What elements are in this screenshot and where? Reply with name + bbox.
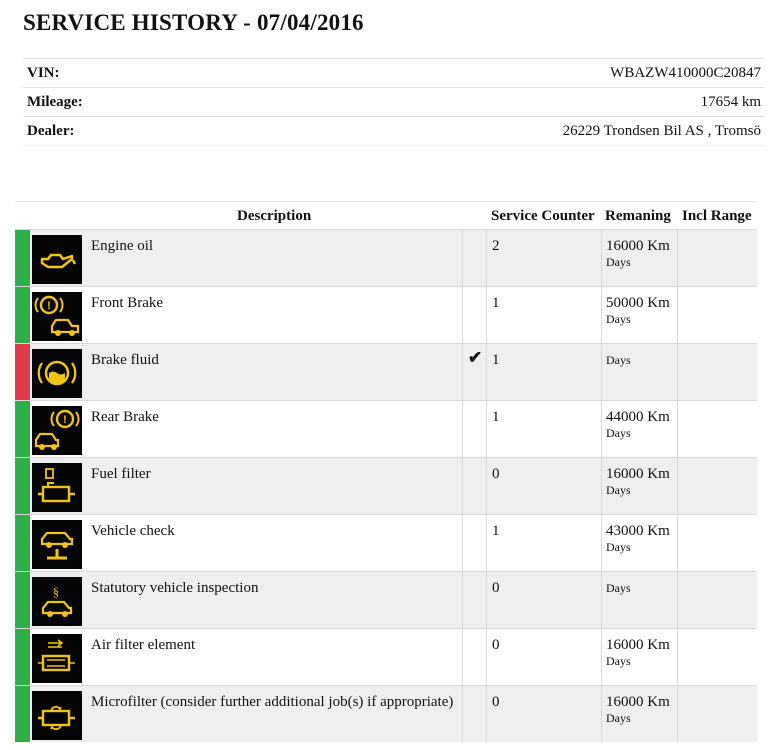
table-row xyxy=(15,400,757,457)
dealer-label: Dealer: xyxy=(27,123,75,139)
check-column xyxy=(462,515,487,571)
header-description: Description xyxy=(237,208,312,224)
remaining-cell xyxy=(606,580,631,596)
fuel-filter-icon xyxy=(32,463,82,512)
service-counter: 2 xyxy=(492,238,500,254)
mileage-label: Mileage: xyxy=(27,94,83,110)
statutory-inspection-icon xyxy=(32,577,82,626)
service-counter: 0 xyxy=(492,580,500,596)
front-brake-icon xyxy=(32,292,82,341)
service-description: Vehicle check xyxy=(91,523,175,539)
remaining-days: Days xyxy=(606,312,631,326)
check-mark: ✔ xyxy=(468,348,483,367)
remaining-cell xyxy=(606,694,670,726)
remaining-days: Days xyxy=(606,654,631,668)
remaining-km: 16000 Km xyxy=(606,637,670,653)
engine-oil-icon xyxy=(32,235,82,284)
table-row xyxy=(15,514,757,571)
check-column xyxy=(462,401,487,457)
mileage-row xyxy=(23,87,765,116)
status-indicator xyxy=(15,515,30,571)
brake-fluid-icon xyxy=(32,349,82,398)
service-description: Rear Brake xyxy=(91,409,159,425)
check-column xyxy=(462,629,487,685)
remaining-cell xyxy=(606,238,670,270)
service-counter: 0 xyxy=(492,694,500,710)
service-description: Air filter element xyxy=(91,637,196,653)
microfilter-icon xyxy=(32,691,82,740)
svg-text:!: ! xyxy=(63,414,67,426)
table-row xyxy=(15,571,757,628)
table-row xyxy=(15,286,757,343)
status-indicator xyxy=(15,686,30,742)
remaining-cell xyxy=(606,637,670,669)
service-counter: 0 xyxy=(492,466,500,482)
status-indicator xyxy=(15,629,30,685)
service-description: Engine oil xyxy=(91,238,154,254)
service-description: Microfilter (consider further additional job(s) if appropriate) xyxy=(91,694,454,710)
dealer-value: 26229 Trondsen Bil AS , Tromsö xyxy=(562,123,761,139)
table-row xyxy=(15,229,757,286)
header-incl-range: Incl Range xyxy=(682,208,752,224)
remaining-cell xyxy=(606,295,670,327)
vehicle-check-icon xyxy=(32,520,82,569)
svg-text:§: § xyxy=(52,584,60,599)
remaining-km: 50000 Km xyxy=(606,295,670,311)
vin-label: VIN: xyxy=(27,65,60,81)
service-description: Brake fluid xyxy=(91,352,159,368)
service-counter: 0 xyxy=(492,637,500,653)
dealer-row xyxy=(23,116,765,146)
vehicle-info xyxy=(23,58,765,146)
remaining-days: Days xyxy=(606,353,631,367)
remaining-days: Days xyxy=(606,483,631,497)
remaining-days: Days xyxy=(606,711,631,725)
header-service-counter: Service Counter xyxy=(491,208,595,224)
remaining-cell xyxy=(606,409,670,441)
vin-row xyxy=(23,58,765,87)
check-column xyxy=(462,287,487,343)
remaining-km: 16000 Km xyxy=(606,238,670,254)
remaining-km: 16000 Km xyxy=(606,466,670,482)
remaining-cell xyxy=(606,466,670,498)
service-description: Front Brake xyxy=(91,295,164,311)
table-row xyxy=(15,628,757,685)
service-counter: 1 xyxy=(492,409,500,425)
service-counter: 1 xyxy=(492,523,500,539)
air-filter-icon xyxy=(32,634,82,683)
remaining-km: 43000 Km xyxy=(606,523,670,539)
table-row xyxy=(15,685,757,742)
status-indicator xyxy=(15,287,30,343)
service-description: Statutory vehicle inspection xyxy=(91,580,259,596)
remaining-days: Days xyxy=(606,255,631,269)
remaining-km: 44000 Km xyxy=(606,409,670,425)
page-title: SERVICE HISTORY - 07/04/2016 xyxy=(23,10,364,35)
status-indicator xyxy=(15,230,30,286)
table-row xyxy=(15,343,757,400)
check-column xyxy=(462,458,487,514)
status-indicator xyxy=(15,401,30,457)
remaining-km: 16000 Km xyxy=(606,694,670,710)
status-indicator xyxy=(15,572,30,628)
service-description: Fuel filter xyxy=(91,466,151,482)
check-column xyxy=(462,230,487,286)
table-body xyxy=(15,229,757,742)
vin-value: WBAZW410000C20847 xyxy=(610,65,761,81)
remaining-cell xyxy=(606,352,631,368)
remaining-days: Days xyxy=(606,426,631,440)
check-column xyxy=(462,686,487,742)
header-remaining: Remaning xyxy=(605,208,671,224)
remaining-cell xyxy=(606,523,670,555)
remaining-days: Days xyxy=(606,540,631,554)
status-indicator xyxy=(15,344,30,400)
service-counter: 1 xyxy=(492,295,500,311)
check-column xyxy=(462,572,487,628)
table-header xyxy=(15,201,757,229)
table-row xyxy=(15,457,757,514)
service-counter: 1 xyxy=(492,352,500,368)
svg-text:!: ! xyxy=(47,300,51,312)
remaining-days: Days xyxy=(606,581,631,595)
rear-brake-icon xyxy=(32,406,82,455)
status-indicator xyxy=(15,458,30,514)
service-table xyxy=(15,201,757,742)
mileage-value: 17654 km xyxy=(700,94,761,110)
